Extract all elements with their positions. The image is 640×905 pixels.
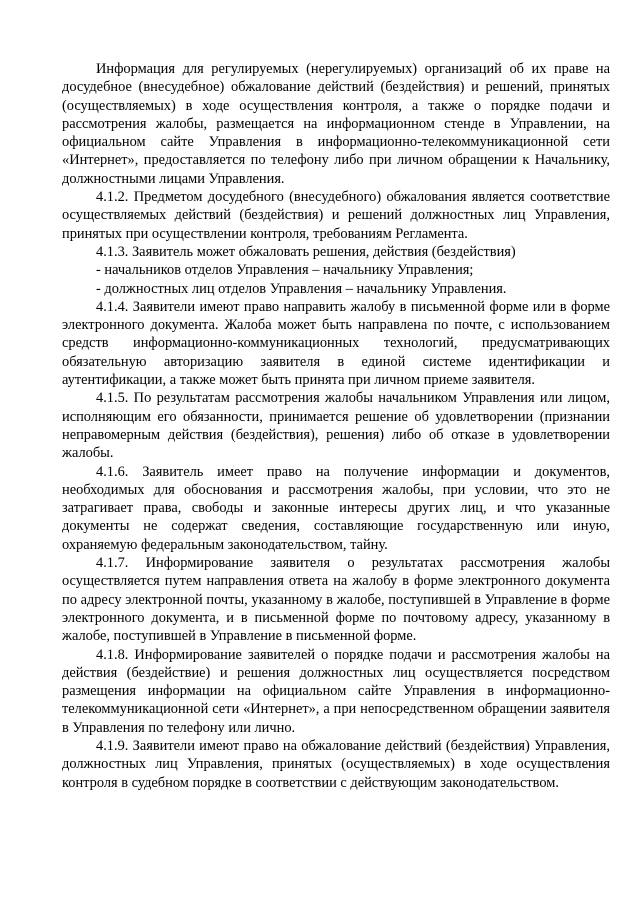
paragraph-4-1-9: 4.1.9. Заявители имеют право на обжалование действий (бездействия) Управления, должностных лиц Управления, принятых (осуществляемых) в ходе осуществления контроля в судебном порядке в соответствии с действующим законодательством.	[62, 737, 610, 791]
paragraph-4-1-8: 4.1.8. Информирование заявителей о порядке подачи и рассмотрения жалобы на действия (бездействие) и решения должностных лиц осуществляется посредством размещения информации на официальном сайте Управления в информационно-телекоммуникационной сети «Интернет», а при непосредственном обращении заявителя в Управления по телефону или лично.	[62, 646, 610, 736]
document-body	[62, 60, 610, 792]
paragraph-4-1-6: 4.1.6. Заявитель имеет право на получение информации и документов, необходимых для обоснования и рассмотрения жалобы, при условии, что это не затрагивает права, свободы и законные интересы других лиц, и что указанные документы не содержат сведения, составляющие государственную или иную, охраняемую федеральным законодательством, тайну.	[62, 463, 610, 553]
paragraph-4-1-2: 4.1.2. Предметом досудебного (внесудебного) обжалования является соответствие осуществляемых действий (бездействия) и решений должностных лиц Управления, принятых при осуществлении контроля, требованиям Регламента.	[62, 189, 610, 242]
paragraph-4-1-3: 4.1.3. Заявитель может обжаловать решения, действия (бездействия)	[96, 243, 516, 260]
paragraph-4-1-5: 4.1.5. По результатам рассмотрения жалобы начальником Управления или лицом, исполняющим его обязанности, принимается решение об удовлетворении (признании неправомерным действия (бездействия), решения) либо об отказе в удовлетворении жалобы.	[62, 390, 610, 462]
paragraph-intro: Информация для регулируемых (нерегулируемых) организаций об их праве на досудебное (внесудебное) обжалование действий (бездействия) и решений, принятых (осуществляемых) в ходе осуществления контроля, а также о порядке подачи и рассмотрения жалобы, размещается на информационном стенде в Управлении, на официальном сайте Управления в информационно-телекоммуникационной сети «Интернет», предоставляется по телефону либо при личном обращении к Начальнику, должностными лицами Управления.	[62, 61, 610, 187]
list-item-department-heads: - начальников отделов Управления – начальнику Управления;	[96, 262, 474, 279]
paragraph-4-1-4: 4.1.4. Заявители имеют право направить жалобу в письменной форме или в форме электронного документа. Жалоба может быть направлена по почте, с использованием средств информационно-коммуникационных технологий, предусматривающих обязательную авторизацию заявителя в единой системе идентификации и аутентификации, а также может быть принята при личном приеме заявителя.	[62, 298, 610, 389]
paragraph-4-1-7: 4.1.7. Информирование заявителя о результатах рассмотрения жалобы осуществляется путем направления ответа на жалобу в форме электронного документа по адресу электронной почты, указанному в жалобе, поступившей в Управление в форме электронного документа, и в письменной форме по почтовому адресу, указанному в жалобе, поступившей в Управление в письменной форме.	[62, 555, 610, 645]
list-item-department-officials: - должностных лиц отделов Управления – начальнику Управления.	[96, 280, 507, 297]
